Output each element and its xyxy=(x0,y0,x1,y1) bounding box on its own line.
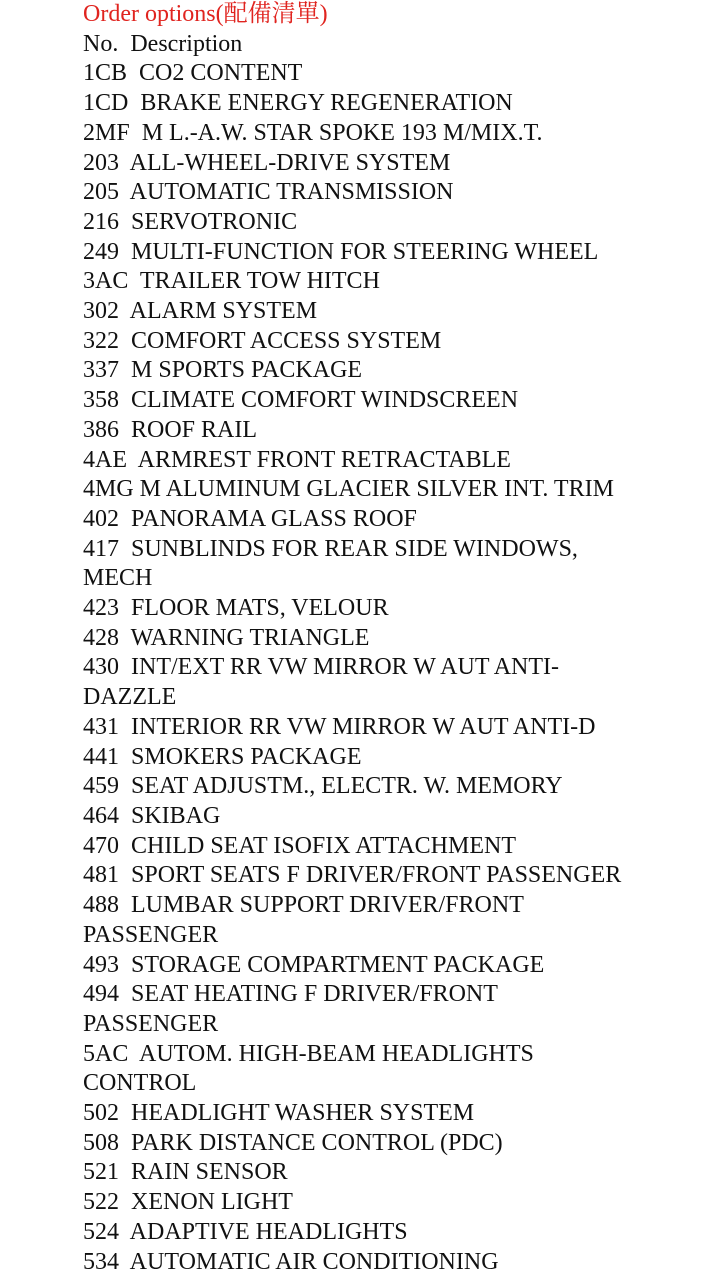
option-row: 441 SMOKERS PACKAGE xyxy=(83,743,362,770)
option-row: 494 SEAT HEATING F DRIVER/FRONT PASSENGER xyxy=(83,981,498,1037)
option-row: 502 HEADLIGHT WASHER SYSTEM xyxy=(83,1100,475,1127)
option-row: 205 AUTOMATIC TRANSMISSION xyxy=(83,179,454,206)
option-row: 430 INT/EXT RR VW MIRROR W AUT ANTI- DAZZLE xyxy=(83,654,560,711)
column-headers: No. Description xyxy=(83,30,243,57)
option-row: 3AC TRAILER TOW HITCH xyxy=(83,268,380,295)
option-row: 534 AUTOMATIC AIR CONDITIONING xyxy=(83,1248,499,1275)
option-row: 488 LUMBAR SUPPORT DRIVER/FRONT PASSENGER xyxy=(83,892,524,948)
option-row: 508 PARK DISTANCE CONTROL (PDC) xyxy=(83,1129,503,1156)
option-row: 459 SEAT ADJUSTM., ELECTR. W. MEMORY xyxy=(83,773,563,800)
option-row: 481 SPORT SEATS F DRIVER/FRONT PASSENGER xyxy=(83,862,622,889)
option-row: 522 XENON LIGHT xyxy=(83,1189,293,1216)
option-row: 5AC AUTOM. HIGH-BEAM HEADLIGHTS CONTROL xyxy=(83,1040,534,1097)
option-row: 402 PANORAMA GLASS ROOF xyxy=(83,505,417,532)
option-row: 249 MULTI-FUNCTION FOR STEERING WHEEL xyxy=(83,238,599,265)
option-row: 203 ALL-WHEEL-DRIVE SYSTEM xyxy=(83,149,451,176)
option-row: 337 M SPORTS PACKAGE xyxy=(83,357,363,384)
option-row: 302 ALARM SYSTEM xyxy=(83,298,318,325)
option-row: 431 INTERIOR RR VW MIRROR W AUT ANTI-D xyxy=(83,713,596,740)
option-row: 4AE ARMREST FRONT RETRACTABLE xyxy=(83,446,511,473)
option-row: 216 SERVOTRONIC xyxy=(83,208,298,235)
option-row: 524 ADAPTIVE HEADLIGHTS xyxy=(83,1218,408,1245)
option-row: 423 FLOOR MATS, VELOUR xyxy=(83,595,389,622)
order-options-document xyxy=(83,0,713,1277)
option-row: 1CB CO2 CONTENT xyxy=(83,60,303,87)
option-row: 428 WARNING TRIANGLE xyxy=(83,624,370,651)
option-row: 493 STORAGE COMPARTMENT PACKAGE xyxy=(83,951,545,978)
option-row: 470 CHILD SEAT ISOFIX ATTACHMENT xyxy=(83,832,516,859)
document-title: Order options(配備清單) xyxy=(83,1,328,27)
option-row: 417 SUNBLINDS FOR REAR SIDE WINDOWS, MECH xyxy=(83,535,578,592)
option-row: 358 CLIMATE COMFORT WINDSCREEN xyxy=(83,387,519,414)
options-list xyxy=(83,59,713,1277)
option-row: 464 SKIBAG xyxy=(83,802,221,829)
option-row: 4MG M ALUMINUM GLACIER SILVER INT. TRIM xyxy=(83,476,614,503)
option-row: 322 COMFORT ACCESS SYSTEM xyxy=(83,327,442,354)
option-row: 2MF M L.-A.W. STAR SPOKE 193 M/MIX.T. xyxy=(83,119,543,146)
option-row: 521 RAIN SENSOR xyxy=(83,1159,288,1186)
option-row: 1CD BRAKE ENERGY REGENERATION xyxy=(83,90,513,117)
option-row: 386 ROOF RAIL xyxy=(83,416,258,443)
